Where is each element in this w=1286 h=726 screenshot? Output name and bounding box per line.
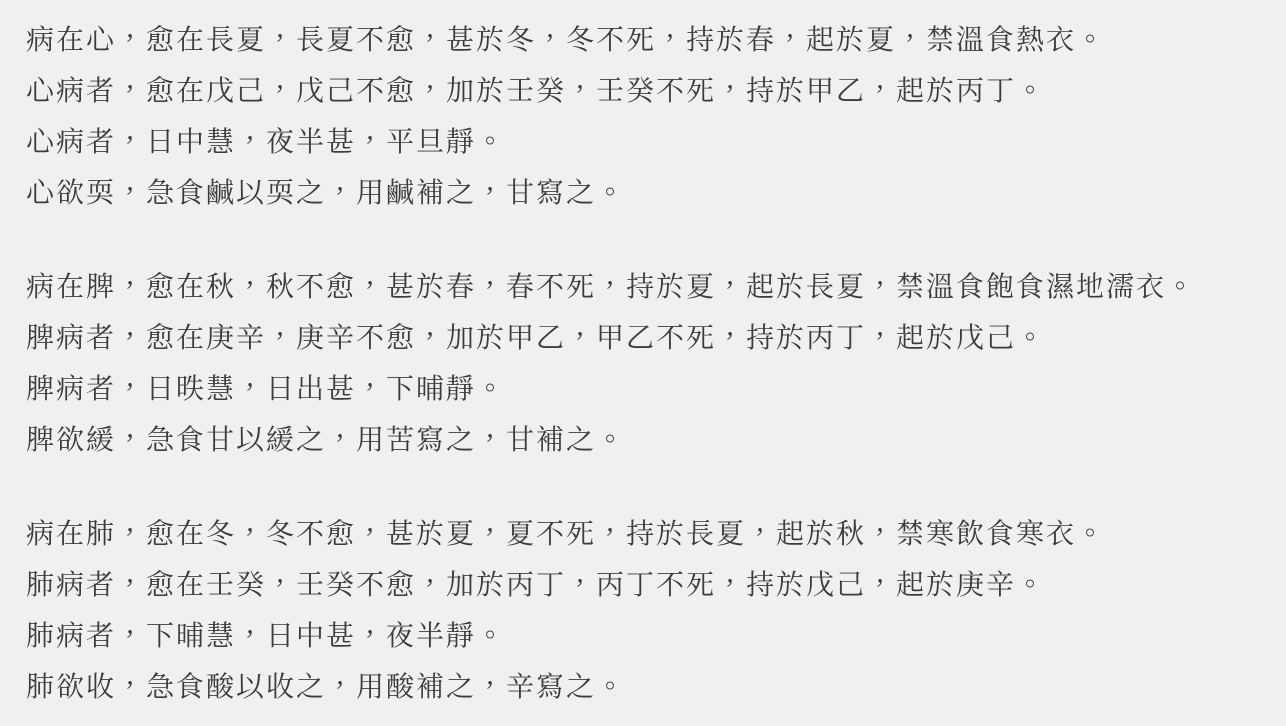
text-line: 脾病者，愈在庚辛，庚辛不愈，加於甲乙，甲乙不死，持於丙丁，起於戊己。 — [26, 322, 1047, 353]
text-line: 心病者，日中慧，夜半甚，平旦靜。 — [26, 126, 507, 157]
text-line: 病在心，愈在長夏，長夏不愈，甚於冬，冬不死，持於春，起於夏，禁溫食熱衣。 — [26, 24, 1107, 55]
text-line: 脾病者，日昳慧，日出甚，下晡靜。 — [26, 373, 507, 404]
text-line: 病在肺，愈在冬，冬不愈，甚於夏，夏不死，持於長夏，起於秋，禁寒飲食寒衣。 — [26, 518, 1107, 549]
text-line: 肺病者，下晡慧，日中甚，夜半靜。 — [26, 620, 507, 651]
paragraph-heart — [26, 14, 1286, 218]
text-line: 心欲耎，急食鹹以耎之，用鹹補之，甘寫之。 — [26, 177, 627, 208]
paragraph-spleen — [26, 261, 1286, 465]
text-line: 肺病者，愈在壬癸，壬癸不愈，加於丙丁，丙丁不死，持於戊己，起於庚辛。 — [26, 569, 1047, 600]
text-line: 脾欲緩，急食甘以緩之，用苦寫之，甘補之。 — [26, 424, 627, 455]
text-line: 肺欲收，急食酸以收之，用酸補之，辛寫之。 — [26, 671, 627, 702]
paragraph-lung — [26, 508, 1286, 712]
text-line: 病在脾，愈在秋，秋不愈，甚於春，春不死，持於夏，起於長夏，禁溫食飽食濕地濡衣。 — [26, 271, 1197, 302]
text-line: 心病者，愈在戊己，戊己不愈，加於壬癸，壬癸不死，持於甲乙，起於丙丁。 — [26, 75, 1047, 106]
